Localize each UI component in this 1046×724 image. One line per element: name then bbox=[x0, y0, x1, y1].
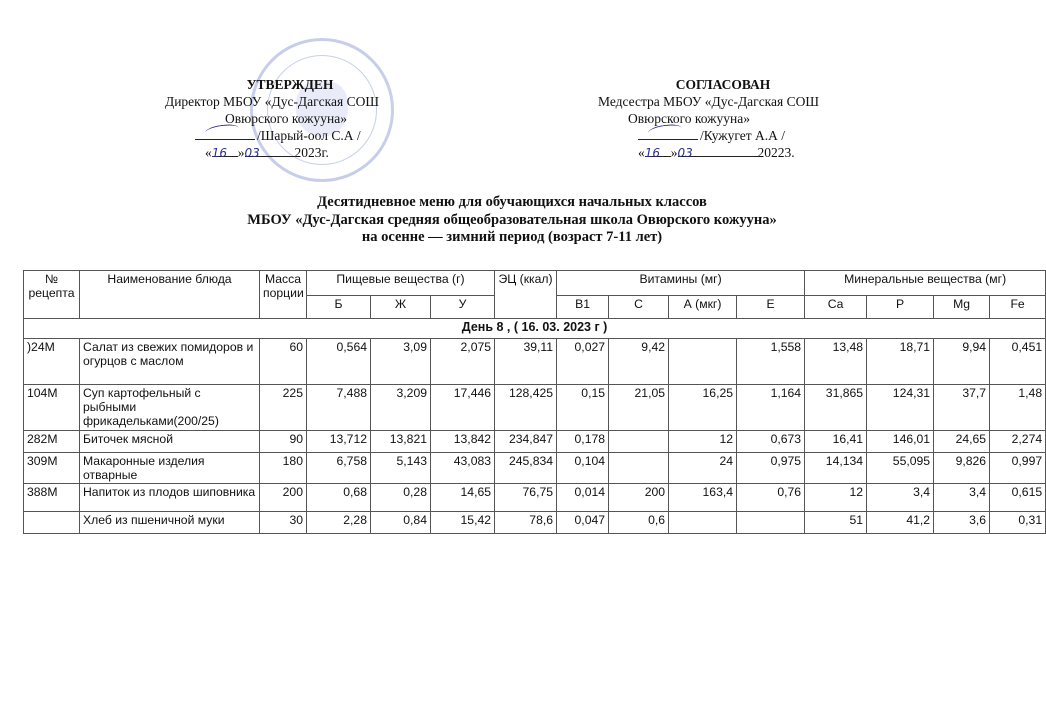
menu-table bbox=[23, 270, 1046, 534]
cell-dish: Макаронные изделия отварные bbox=[80, 453, 260, 484]
agreement-org: Овюрского кожууна» bbox=[628, 111, 750, 126]
agreement-date-month: 03 bbox=[677, 146, 693, 160]
header-nutrients: Пищевые вещества (г) bbox=[307, 271, 495, 296]
cell-ca: 14,134 bbox=[805, 453, 867, 484]
table-row bbox=[24, 484, 1046, 512]
cell-mg: 3,4 bbox=[934, 484, 990, 512]
cell-mg: 24,65 bbox=[934, 431, 990, 453]
cell-p: 55,095 bbox=[867, 453, 934, 484]
cell-zh: 3,209 bbox=[371, 385, 431, 431]
cell-b1: 0,15 bbox=[557, 385, 609, 431]
header-recipe: № рецепта bbox=[24, 271, 80, 319]
cell-u: 14,65 bbox=[431, 484, 495, 512]
table-row bbox=[24, 339, 1046, 385]
cell-zh: 5,143 bbox=[371, 453, 431, 484]
cell-b1: 0,178 bbox=[557, 431, 609, 453]
approval-org: Овюрского кожууна» bbox=[225, 111, 347, 126]
cell-c bbox=[609, 453, 669, 484]
header-c: С bbox=[609, 296, 669, 319]
cell-p: 18,71 bbox=[867, 339, 934, 385]
cell-c: 200 bbox=[609, 484, 669, 512]
cell-mass: 225 bbox=[260, 385, 307, 431]
cell-b: 13,712 bbox=[307, 431, 371, 453]
agreement-date: «16 »03 20223. bbox=[638, 145, 795, 160]
cell-a bbox=[669, 512, 737, 534]
cell-u: 43,083 bbox=[431, 453, 495, 484]
header-mass: Масса порции bbox=[260, 271, 307, 319]
cell-b: 0,68 bbox=[307, 484, 371, 512]
cell-c: 21,05 bbox=[609, 385, 669, 431]
table-row bbox=[24, 431, 1046, 453]
cell-e: 0,673 bbox=[737, 431, 805, 453]
cell-mass: 90 bbox=[260, 431, 307, 453]
approval-block bbox=[165, 76, 415, 161]
approval-date-day: 16 bbox=[211, 146, 228, 160]
header-dish: Наименование блюда bbox=[80, 271, 260, 319]
cell-ca: 51 bbox=[805, 512, 867, 534]
cell-recipe bbox=[24, 512, 80, 534]
cell-zh: 13,821 bbox=[371, 431, 431, 453]
header-e: Е bbox=[737, 296, 805, 319]
cell-recipe: 282М bbox=[24, 431, 80, 453]
cell-b: 0,564 bbox=[307, 339, 371, 385]
cell-a: 12 bbox=[669, 431, 737, 453]
cell-zh: 3,09 bbox=[371, 339, 431, 385]
header-b1: В1 bbox=[557, 296, 609, 319]
document-title bbox=[0, 194, 1024, 247]
cell-p: 41,2 bbox=[867, 512, 934, 534]
approval-date: «16 »03 2023г. bbox=[205, 145, 329, 160]
cell-e: 1,558 bbox=[737, 339, 805, 385]
header-ca: Са bbox=[805, 296, 867, 319]
title-line-2: МБОУ «Дус-Дагская средняя общеобразовательная школа Овюрского кожууна» bbox=[247, 211, 777, 228]
approval-position: Директор МБОУ «Дус-Дагская СОШ bbox=[165, 94, 379, 109]
cell-u: 17,446 bbox=[431, 385, 495, 431]
cell-mass: 180 bbox=[260, 453, 307, 484]
cell-u: 2,075 bbox=[431, 339, 495, 385]
agreement-title: СОГЛАСОВАН bbox=[675, 77, 771, 92]
header-a: А (мкг) bbox=[669, 296, 737, 319]
agreement-signer: /Кужугет А.А / bbox=[700, 128, 786, 143]
cell-fe: 0,997 bbox=[990, 453, 1046, 484]
cell-a: 163,4 bbox=[669, 484, 737, 512]
cell-mg: 3,6 bbox=[934, 512, 990, 534]
table-row bbox=[24, 453, 1046, 484]
cell-a: 16,25 bbox=[669, 385, 737, 431]
cell-mg: 9,826 bbox=[934, 453, 990, 484]
cell-ca: 13,48 bbox=[805, 339, 867, 385]
approval-date-month: 03 bbox=[244, 146, 260, 160]
cell-u: 15,42 bbox=[431, 512, 495, 534]
cell-p: 146,01 bbox=[867, 431, 934, 453]
cell-p: 124,31 bbox=[867, 385, 934, 431]
cell-b: 2,28 bbox=[307, 512, 371, 534]
cell-fe: 1,48 bbox=[990, 385, 1046, 431]
cell-e bbox=[737, 512, 805, 534]
cell-mg: 37,7 bbox=[934, 385, 990, 431]
header-fe: Fe bbox=[990, 296, 1046, 319]
cell-b: 6,758 bbox=[307, 453, 371, 484]
header-energy: ЭЦ (ккал) bbox=[495, 271, 557, 319]
agreement-date-year: 20223. bbox=[757, 145, 795, 160]
cell-c bbox=[609, 431, 669, 453]
approval-title: УТВЕРЖДЕН bbox=[246, 77, 334, 92]
cell-a bbox=[669, 339, 737, 385]
header-b: Б bbox=[307, 296, 371, 319]
cell-e: 1,164 bbox=[737, 385, 805, 431]
approval-date-year: 2023г. bbox=[294, 145, 329, 160]
nurse-signature bbox=[638, 127, 698, 140]
table-row bbox=[24, 512, 1046, 534]
cell-ca: 12 bbox=[805, 484, 867, 512]
cell-mass: 60 bbox=[260, 339, 307, 385]
header-vitamins: Витамины (мг) bbox=[557, 271, 805, 296]
cell-fe: 0,615 bbox=[990, 484, 1046, 512]
cell-kcal: 78,6 bbox=[495, 512, 557, 534]
cell-kcal: 76,75 bbox=[495, 484, 557, 512]
approval-signer: /Шарый-оол С.А / bbox=[257, 128, 361, 143]
cell-p: 3,4 bbox=[867, 484, 934, 512]
director-signature bbox=[195, 127, 255, 140]
cell-fe: 2,274 bbox=[990, 431, 1046, 453]
cell-c: 0,6 bbox=[609, 512, 669, 534]
cell-b1: 0,014 bbox=[557, 484, 609, 512]
header-p: Р bbox=[867, 296, 934, 319]
agreement-block bbox=[598, 76, 848, 161]
cell-zh: 0,84 bbox=[371, 512, 431, 534]
cell-mass: 200 bbox=[260, 484, 307, 512]
cell-e: 0,76 bbox=[737, 484, 805, 512]
title-line-1: Десятидневное меню для обучающихся начальных классов bbox=[317, 194, 707, 210]
header-zh: Ж bbox=[371, 296, 431, 319]
cell-kcal: 234,847 bbox=[495, 431, 557, 453]
day-label: День 8 , ( 16. 03. 2023 г ) bbox=[24, 319, 1046, 339]
cell-recipe: 104М bbox=[24, 385, 80, 431]
cell-dish: Хлеб из пшеничной муки bbox=[80, 512, 260, 534]
cell-dish: Салат из свежих помидоров и огурцов с маслом bbox=[80, 339, 260, 385]
cell-c: 9,42 bbox=[609, 339, 669, 385]
table-row bbox=[24, 385, 1046, 431]
cell-b: 7,488 bbox=[307, 385, 371, 431]
cell-ca: 31,865 bbox=[805, 385, 867, 431]
cell-u: 13,842 bbox=[431, 431, 495, 453]
cell-recipe: 388М bbox=[24, 484, 80, 512]
cell-zh: 0,28 bbox=[371, 484, 431, 512]
cell-a: 24 bbox=[669, 453, 737, 484]
cell-kcal: 245,834 bbox=[495, 453, 557, 484]
cell-kcal: 128,425 bbox=[495, 385, 557, 431]
cell-b1: 0,047 bbox=[557, 512, 609, 534]
cell-dish: Биточек мясной bbox=[80, 431, 260, 453]
title-line-3: на осенне — зимний период (возраст 7-11 лет) bbox=[361, 229, 663, 245]
agreement-date-day: 16 bbox=[644, 146, 661, 160]
cell-dish: Напиток из плодов шиповника bbox=[80, 484, 260, 512]
cell-recipe: 309М bbox=[24, 453, 80, 484]
cell-mg: 9,94 bbox=[934, 339, 990, 385]
header-minerals: Минеральные вещества (мг) bbox=[805, 271, 1046, 296]
cell-e: 0,975 bbox=[737, 453, 805, 484]
cell-recipe: )24М bbox=[24, 339, 80, 385]
cell-b1: 0,027 bbox=[557, 339, 609, 385]
cell-kcal: 39,11 bbox=[495, 339, 557, 385]
agreement-position: Медсестра МБОУ «Дус-Дагская СОШ bbox=[598, 94, 819, 109]
cell-ca: 16,41 bbox=[805, 431, 867, 453]
cell-dish: Суп картофельный с рыбными фрикадельками(200/25) bbox=[80, 385, 260, 431]
header-u: У bbox=[431, 296, 495, 319]
header-mg: Mg bbox=[934, 296, 990, 319]
cell-mass: 30 bbox=[260, 512, 307, 534]
cell-fe: 0,31 bbox=[990, 512, 1046, 534]
cell-b1: 0,104 bbox=[557, 453, 609, 484]
cell-fe: 0,451 bbox=[990, 339, 1046, 385]
